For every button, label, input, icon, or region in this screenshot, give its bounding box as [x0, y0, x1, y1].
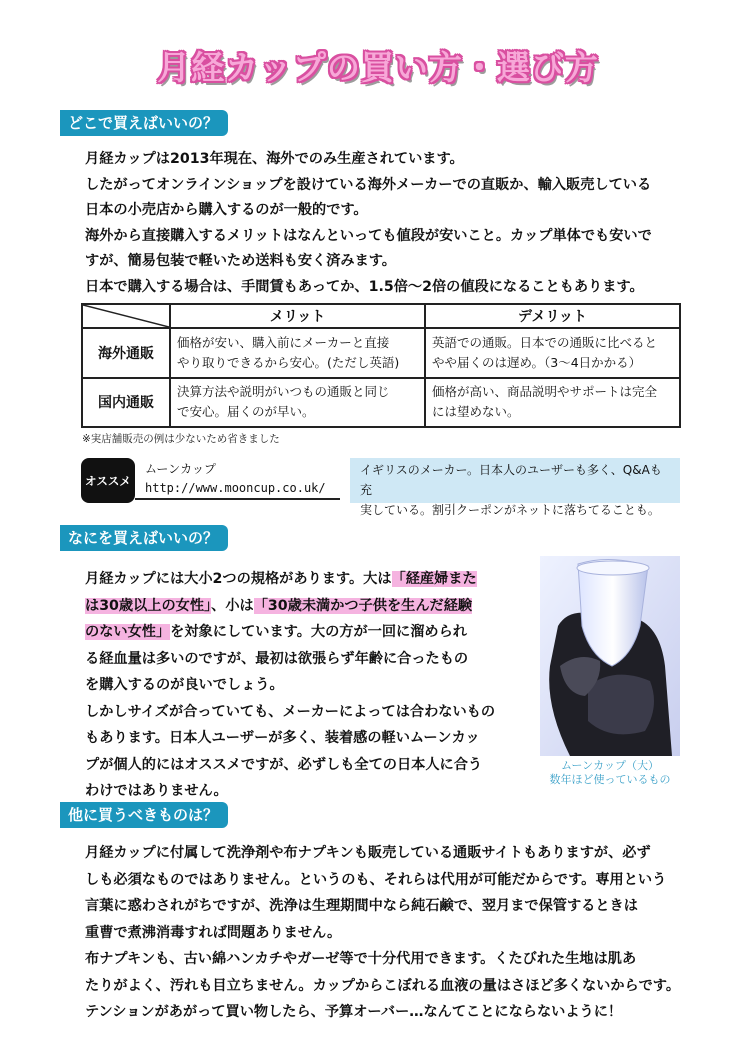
section-heading-where: どこで買えばいいの？	[60, 110, 228, 136]
merit-cell	[170, 378, 425, 428]
text-span: を対象にしています。大の方が一回に溜められ	[170, 624, 467, 640]
cell-line: には望めない。	[432, 404, 520, 420]
demerit-cell	[425, 328, 680, 378]
cell-line: 価格が安い、購入前にメーカーと直接	[177, 334, 390, 350]
section-what-text	[85, 566, 495, 805]
comparison-table	[81, 303, 681, 428]
cell-line: 価格が高い、商品説明やサポートは完全	[432, 384, 658, 400]
page-title: 月経カップの買い方・選び方	[157, 48, 599, 87]
text-line: しも必須なものではありません。というのも、それらは代用が可能だからです。専用という	[85, 871, 667, 888]
table-corner	[82, 304, 170, 328]
text-line: 言葉に惑わされがちですが、洗浄は生理期間中なら純石鹸で、翌月まで保管するときは	[85, 898, 638, 914]
text-line: を購入するのが良いでしょう。	[85, 677, 284, 693]
photo-caption	[540, 759, 680, 787]
text-line: 日本の小売店から購入するのが一般的です。	[85, 202, 368, 218]
product-url: http://www.mooncup.co.uk/	[145, 481, 326, 495]
cell-line: 決算方法や説明がいつもの通販と同じ	[177, 384, 390, 400]
menstrual-cup-photo	[540, 556, 680, 756]
desc-line: イギリスのメーカー。日本人のユーザーも多く、Q&Aも充	[360, 463, 662, 497]
text-line	[85, 619, 495, 646]
row-label: 海外通販	[82, 328, 170, 378]
caption-line: 数年ほど使っているもの	[549, 773, 671, 786]
header-merit: メリット	[170, 304, 425, 328]
section-other-text	[85, 840, 680, 1026]
cell-line: で安心。届くのが早い。	[177, 404, 315, 420]
text-line	[85, 566, 495, 593]
text-line: 海外から直接購入するメリットはなんといっても値段が安いこと。カップ単体でも安いで	[85, 227, 652, 244]
merit-cell	[170, 328, 425, 378]
text-line: 月経カップは2013年現在、海外でのみ生産されています。	[85, 151, 464, 167]
table-row	[82, 328, 680, 378]
text-line: もあります。日本人ユーザーが多く、装着感の軽いムーンカッ	[85, 730, 480, 746]
text-line	[85, 593, 495, 620]
section-where-text	[85, 147, 652, 300]
text-line: 日本で購入する場合は、手間賃もあってか、1.5倍～2倍の値段になることもあります。	[85, 278, 644, 295]
product-name: ムーンカップ	[145, 462, 217, 476]
highlight-text: は30歳以上の女性」	[85, 597, 212, 614]
caption-line: ムーンカップ（大）	[560, 759, 660, 772]
section-heading-other: 他に買うべきものは？	[60, 802, 228, 828]
demerit-cell	[425, 378, 680, 428]
cell-line: やや届くのは遅め。（3～4日かかる）	[432, 354, 642, 370]
header-demerit: デメリット	[425, 304, 680, 328]
text-line: る経血量は多いのですが、最初は欲張らず年齢に合ったもの	[85, 650, 469, 667]
desc-line: 実している。割引クーポンがネットに落ちてることも。	[360, 503, 660, 517]
recommend-description	[350, 458, 680, 517]
cell-line: 英語での通販。日本での通販に比べると	[432, 334, 658, 350]
highlight-text: 「30歳未満かつ子供を生んだ経験	[253, 597, 473, 614]
highlight-text: のない女性」	[85, 624, 171, 640]
diagonal-line-icon	[83, 305, 169, 327]
cell-line: やり取りできるから安心。(ただし英語)	[177, 354, 400, 370]
text-span: 、小は	[211, 597, 254, 614]
text-span: 月経カップには大小2つの規格があります。大は	[85, 571, 392, 587]
recommend-product	[135, 460, 340, 500]
text-line: 重曹で煮沸消毒すれば問題ありません。	[85, 924, 342, 941]
table-note: ※実店舗販売の例は少ないため省きました	[82, 433, 280, 445]
text-line: テンションがあがって買い物したら、予算オーバー…なんてことにならないように！	[85, 1004, 623, 1020]
row-label: 国内通販	[82, 378, 170, 428]
text-line: プが個人的にはオススメですが、必ずしも全ての日本人に合う	[85, 756, 483, 773]
table-row	[82, 378, 680, 428]
text-line: 月経カップに付属して洗浄剤や布ナプキンも販売している通販サイトもありますが、必ず	[85, 845, 651, 861]
text-line: たりがよく、汚れも目立ちません。カップからこぼれる血液の量はさほど多くないからです。	[85, 977, 681, 994]
text-line: 布ナプキンも、古い綿ハンカチやガーゼ等で十分代用できます。くたびれた生地は肌あ	[85, 951, 637, 967]
highlight-text: 「経産婦また	[391, 571, 477, 587]
recommend-badge: オススメ	[81, 458, 135, 503]
text-line: しかしサイズが合っていても、メーカーによっては合わないもの	[85, 703, 496, 720]
section-heading-what: なにを買えばいいの？	[60, 525, 228, 551]
text-line: すが、簡易包装で軽いため送料も安く済みます。	[85, 253, 396, 269]
text-line: したがってオンラインショップを設けている海外メーカーでの直販か、輸入販売している	[85, 176, 652, 193]
text-line: わけではありません。	[85, 783, 228, 799]
